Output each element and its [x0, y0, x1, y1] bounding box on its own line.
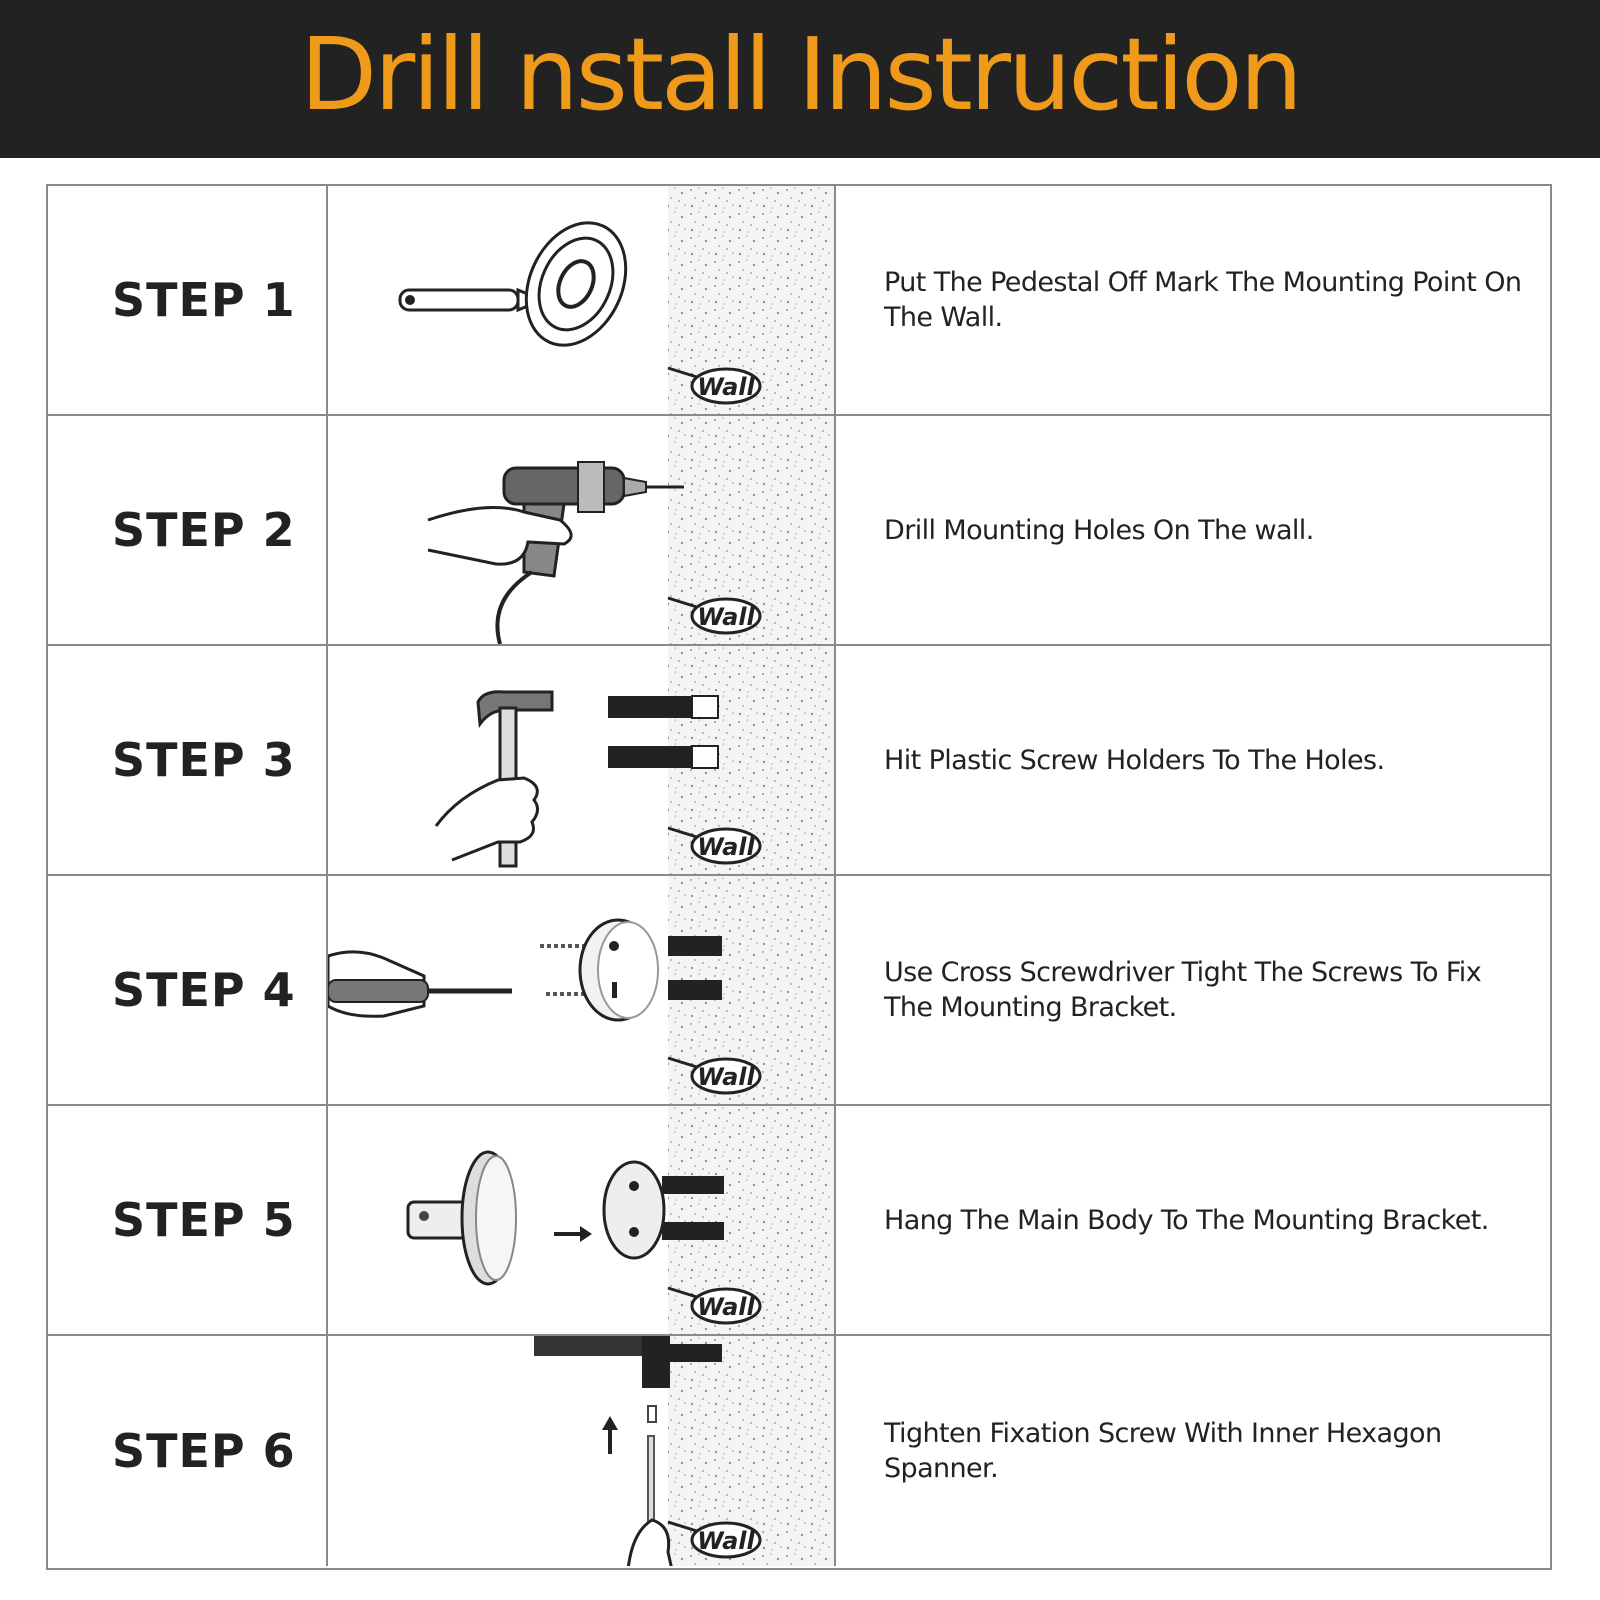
- step-label: STEP 4: [112, 963, 296, 1017]
- step-illustration: [328, 1106, 836, 1334]
- step-description: Tighten Fixation Screw With Inner Hexagon Spanner.: [884, 1418, 1442, 1484]
- step-text-cell: [836, 1336, 1550, 1566]
- step-label: STEP 2: [112, 503, 296, 557]
- step-row: [48, 876, 1550, 1106]
- step-text-cell: [836, 416, 1550, 644]
- step-illustration: [328, 186, 836, 414]
- mark-pedestal-icon: [328, 186, 834, 414]
- step-label-cell: [48, 1106, 328, 1334]
- wall-label: Wall: [697, 603, 755, 631]
- step-text-cell: [836, 876, 1550, 1104]
- step-label-cell: [48, 1336, 328, 1566]
- step-row: [48, 1336, 1550, 1566]
- step-label: STEP 6: [112, 1424, 296, 1478]
- wall-label: Wall: [697, 1527, 755, 1555]
- step-description: Hang The Main Body To The Mounting Bracket.: [884, 1204, 1489, 1236]
- step-label: STEP 3: [112, 733, 296, 787]
- step-text-cell: [836, 646, 1550, 874]
- wall-label: Wall: [697, 1063, 755, 1091]
- step-text-cell: [836, 186, 1550, 414]
- step-label-cell: [48, 646, 328, 874]
- hammer-icon: [328, 646, 834, 874]
- hex-spanner-icon: [328, 1336, 834, 1566]
- step-illustration: [328, 1336, 836, 1566]
- hang-body-icon: [328, 1106, 834, 1334]
- step-row: [48, 1106, 1550, 1336]
- page-header: [0, 0, 1600, 158]
- instruction-table: [46, 184, 1552, 1570]
- step-description: Drill Mounting Holes On The wall.: [884, 514, 1314, 546]
- screwdriver-icon: [328, 876, 834, 1104]
- step-illustration: [328, 646, 836, 874]
- wall-label: Wall: [697, 1293, 755, 1321]
- step-label: STEP 5: [112, 1193, 296, 1247]
- drill-icon: [328, 416, 834, 644]
- step-description: Put The Pedestal Off Mark The Mounting Point On The Wall.: [884, 267, 1522, 333]
- step-label-cell: [48, 186, 328, 414]
- step-description: Hit Plastic Screw Holders To The Holes.: [884, 744, 1385, 776]
- wall-label: Wall: [697, 373, 755, 401]
- step-label-cell: [48, 876, 328, 1104]
- page-title: Drill nstall Instruction: [300, 16, 1300, 133]
- step-text-cell: [836, 1106, 1550, 1334]
- step-illustration: [328, 876, 836, 1104]
- step-row: [48, 646, 1550, 876]
- step-illustration: [328, 416, 836, 644]
- step-label: STEP 1: [112, 273, 296, 327]
- step-description: Use Cross Screwdriver Tight The Screws To Fix The Mounting Bracket.: [884, 957, 1482, 1023]
- step-row: [48, 416, 1550, 646]
- wall-label: Wall: [697, 833, 755, 861]
- step-row: [48, 186, 1550, 416]
- step-label-cell: [48, 416, 328, 644]
